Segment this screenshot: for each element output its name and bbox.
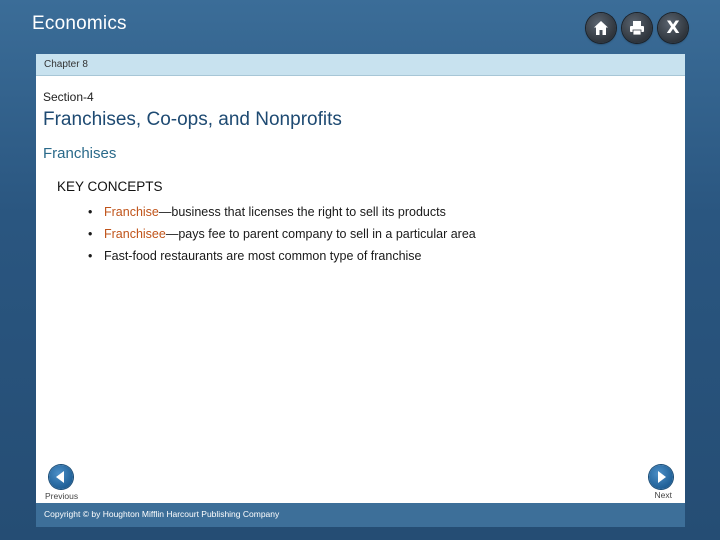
previous-button[interactable] [49, 465, 73, 489]
section-label: Section-4 [43, 90, 94, 104]
key-concepts-heading: KEY CONCEPTS [57, 179, 163, 194]
bullet-icon: • [88, 227, 93, 241]
bullet-icon: • [88, 249, 93, 263]
arrow-left-icon [49, 465, 73, 489]
previous-label[interactable]: Previous [45, 491, 79, 501]
term: Franchise [104, 205, 159, 219]
app-title: Economics [32, 13, 127, 34]
print-icon-graphic [628, 19, 646, 37]
list-item [88, 223, 476, 245]
page-title: Franchises, Co-ops, and Nonprofits [43, 109, 342, 130]
list-item [88, 245, 476, 267]
definition: —pays fee to parent company to sell in a particular area [165, 227, 476, 241]
footer-bar [36, 503, 685, 527]
copyright-text: Copyright © by Houghton Mifflin Harcourt Publishing Company [44, 509, 280, 519]
chapter-bar [36, 54, 685, 76]
slide-content [36, 76, 685, 503]
arrow-right-icon [649, 465, 673, 489]
subhead: Franchises [43, 145, 117, 162]
concept-list [88, 201, 476, 267]
close-icon[interactable]: X [658, 13, 688, 43]
home-icon[interactable] [586, 13, 616, 43]
chapter-label: Chapter 8 [44, 59, 88, 70]
definition: —business that licenses the right to sell its products [158, 205, 446, 219]
next-label[interactable]: Next [654, 490, 672, 500]
next-button[interactable] [649, 465, 673, 489]
print-icon[interactable] [622, 13, 652, 43]
home-icon-graphic [592, 19, 610, 37]
term: Franchisee [104, 227, 166, 241]
header-icon-group [586, 13, 688, 43]
bullet-icon: • [88, 205, 93, 219]
list-item [88, 201, 476, 223]
definition: Fast-food restaurants are most common type of franchise [104, 249, 422, 263]
